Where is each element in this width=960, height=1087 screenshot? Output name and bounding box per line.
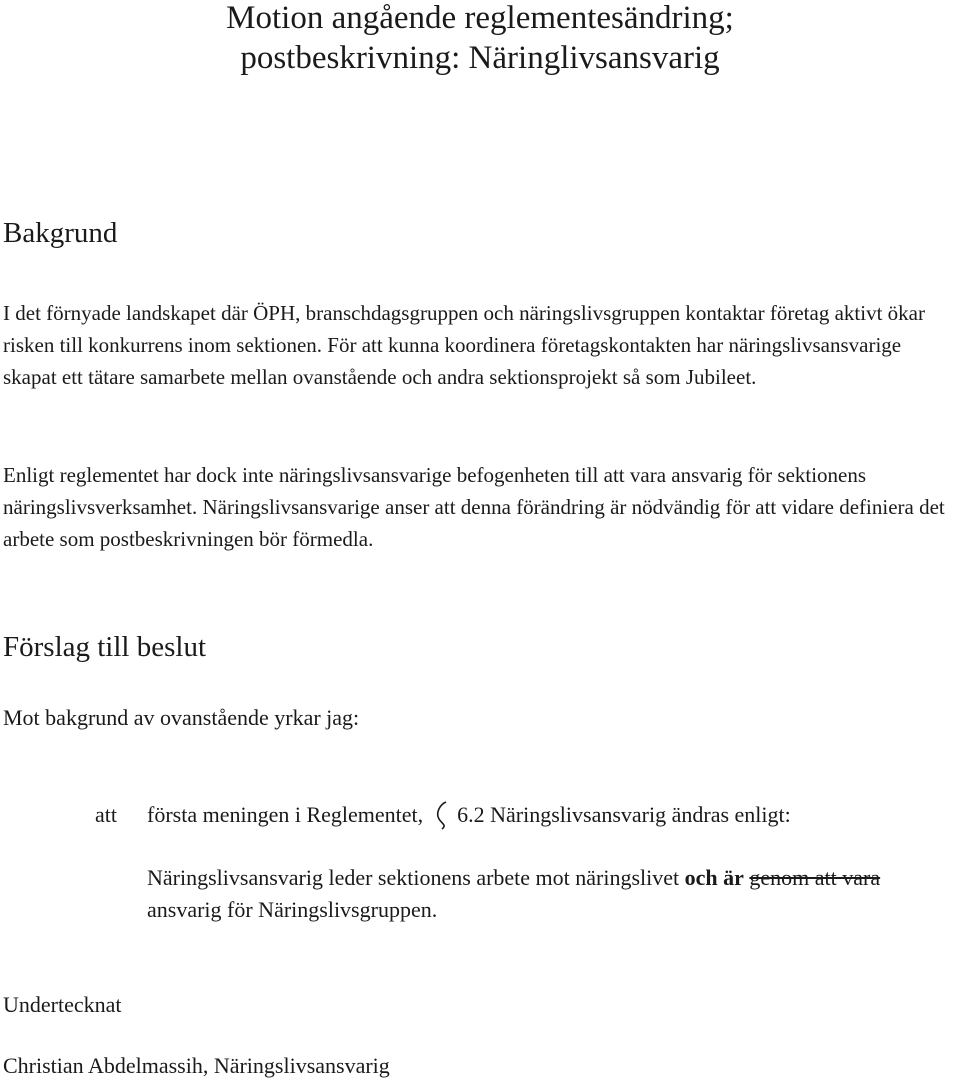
- amendment-text: [147, 862, 959, 926]
- background-paragraph-2: Enligt reglementet har dock inte näringslivsansvarige befogenheten till att vara ansvarig för sektionens näringslivsverksamhet. Näringslivsansvarige anser att denna förändring är nödvändig för att vidare definiera det arbete som postbeskrivningen bör förmedla.: [3, 463, 945, 551]
- amendment-part-1: Näringslivsansvarig leder sektionens arbete mot näringslivet: [147, 865, 680, 890]
- amendment-struck: genom att vara: [749, 865, 881, 890]
- amendment-part-2: ansvarig för Näringslivsgruppen.: [147, 897, 438, 922]
- signature-label: Undertecknat: [3, 992, 122, 1017]
- proposal-intro: Mot bakgrund av ovanstående yrkar jag:: [3, 705, 360, 730]
- document-title: [0, 0, 960, 78]
- signature-name: Christian Abdelmassih, Näringslivsansvarig: [3, 1053, 390, 1078]
- att-label: att: [95, 802, 117, 827]
- background-paragraph-1: I det förnyade landskapet där ÖPH, branschdagsgruppen och näringslivsgruppen kontaktar företag aktivt ökar risken till konkurrens inom sektionen. För att kunna koordinera företagskontakten har näringslivsansvarige skapat ett tätare samarbete mellan ovanstående och andra sektionsprojekt så som Jubileet.: [3, 301, 925, 389]
- amendment-bold: och är: [684, 865, 744, 890]
- att-clause: [147, 800, 791, 830]
- title-line-1: Motion angående reglementesändring;: [226, 0, 734, 36]
- heading-background: Bakgrund: [3, 217, 118, 249]
- heading-proposal: Förslag till beslut: [3, 631, 206, 663]
- section-sign-icon: [433, 800, 451, 830]
- title-line-2: postbeskrivning: Näringlivsansvarig: [240, 40, 720, 76]
- att-clause-text-after: 6.2 Näringslivsansvarig ändras enligt:: [457, 802, 791, 827]
- att-clause-text-before: första meningen i Reglementet,: [147, 802, 424, 827]
